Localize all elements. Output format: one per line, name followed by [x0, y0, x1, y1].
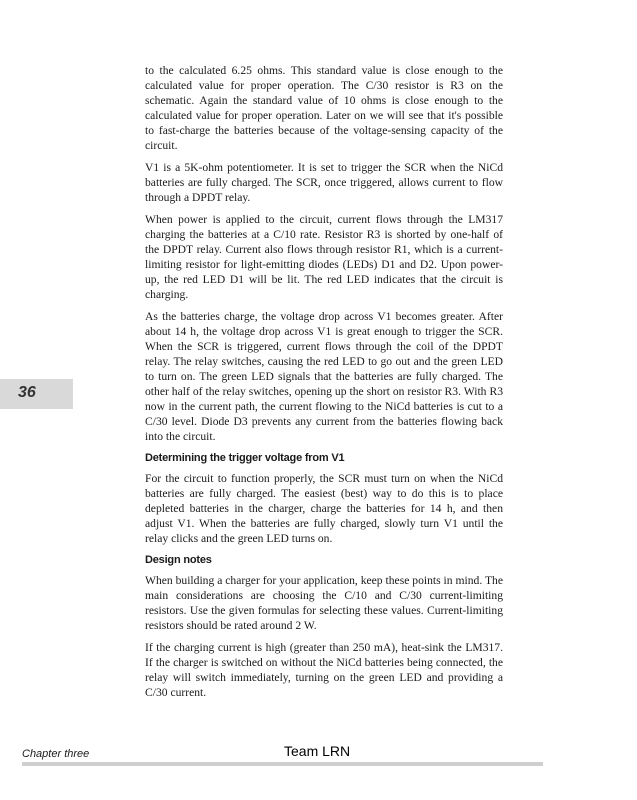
section-heading: Design notes: [145, 554, 212, 566]
paragraph: As the batteries charge, the voltage drop across V1 becomes greater. After about 14 h, the voltage drop across V1 is great enough to trigger the SCR. When the SCR is triggered, current flows through the coil of the DPDT relay. The relay switches, causing the red LED to go out and the green LED to turn on. The green LED signals that the batteries are fully charged. The other half of the relay switches, opening up the short on resistor R3. With R3 now in the current path, the current flowing to the NiCd batteries is cut to a C/30 level. Diode D3 prevents any current from the batteries flowing back into the circuit.: [145, 310, 503, 443]
paragraph: When building a charger for your application, keep these points in mind. The main considerations are choosing the C/10 and C/30 current-limiting resistors. Use the given formulas for selecting these values. Current-limiting resistors should be rated around 2 W.: [145, 574, 503, 632]
paragraph: For the circuit to function properly, the SCR must turn on when the NiCd batteries are fully charged. The easiest (best) way to do this is to place depleted batteries in the charger, charge the batteries for 14 h, and then adjust V1. When the batteries are fully charged, slowly turn V1 until the relay clicks and the green LED turns on.: [145, 472, 503, 545]
paragraph: When power is applied to the circuit, current flows through the LM317 charging the batteries at a C/10 rate. Resistor R3 is shorted by one-half of the DPDT relay. Current also flows through resistor R1, which is a current-limiting resistor for light-emitting diodes (LEDs) D1 and D2. Upon power-up, the red LED D1 will be lit. The red LED indicates that the circuit is charging.: [145, 213, 503, 301]
paragraph: to the calculated 6.25 ohms. This standard value is close enough to the calculated value for proper operation. The C/30 resistor is R3 on the schematic. Again the standard value of 10 ohms is close enough to the calculated value for proper operation. Later on we will see that it's possible to fast-charge the batteries because of the voltage-sensing capacity of the circuit.: [145, 64, 503, 152]
page-number: 36: [18, 384, 36, 401]
footer-rule: [22, 762, 543, 766]
page-number-tab: [0, 379, 73, 409]
body-text: [145, 63, 503, 707]
footer-watermark: Team LRN: [284, 743, 351, 759]
footer-chapter-label: Chapter three: [22, 748, 90, 760]
paragraph: If the charging current is high (greater than 250 mA), heat-sink the LM317. If the charger is switched on without the NiCd batteries being connected, the relay will switch immediately, turning on the green LED and providing a C/30 current.: [145, 641, 503, 699]
section-heading: Determining the trigger voltage from V1: [145, 452, 345, 464]
paragraph: V1 is a 5K-ohm potentiometer. It is set to trigger the SCR when the NiCd batteries are fully charged. The SCR, once triggered, allows current to flow through a DPDT relay.: [145, 161, 503, 204]
